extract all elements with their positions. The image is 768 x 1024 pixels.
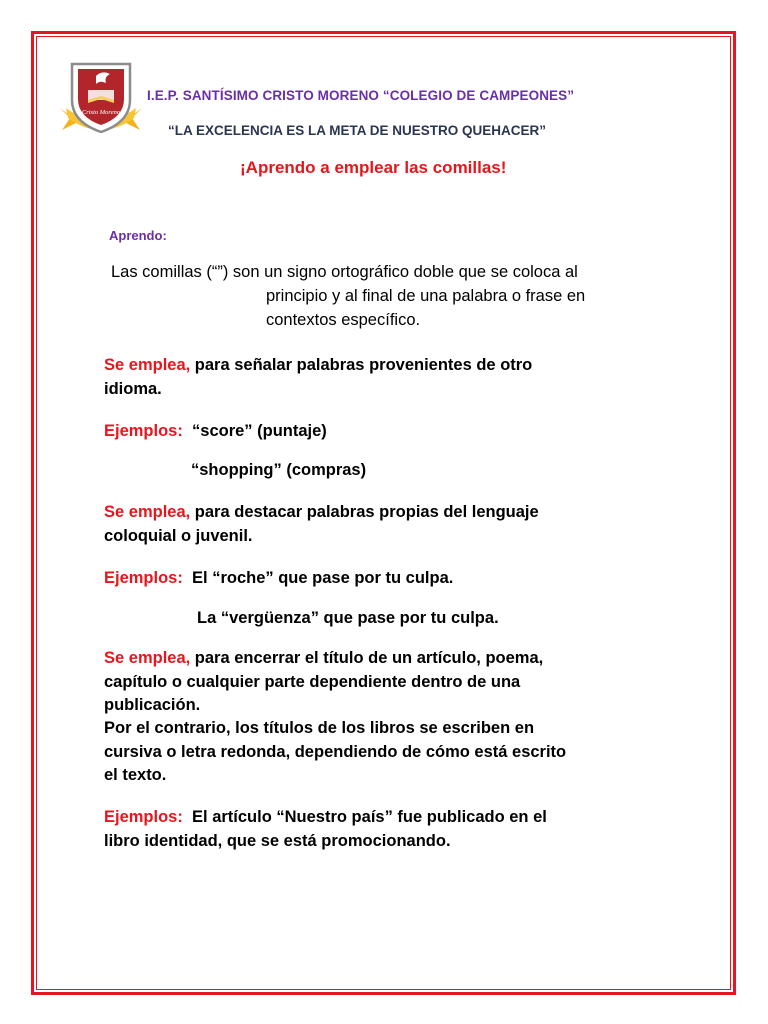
use-2-text-1: para destacar palabras propias del lenguaje bbox=[190, 503, 539, 521]
use-2-example-1: El “roche” que pase por tu culpa. bbox=[192, 569, 454, 587]
use-3-examples-label: Ejemplos: bbox=[104, 808, 183, 826]
use-2-example-2: La “vergüenza” que pase por tu culpa. bbox=[197, 609, 499, 627]
use-1-examples-label: Ejemplos: bbox=[104, 422, 183, 440]
use-3-line-2: capítulo o cualquier parte dependiente dentro de una bbox=[104, 673, 521, 691]
use-3-line-6: el texto. bbox=[104, 766, 167, 784]
school-motto: “LA EXCELENCIA ES LA META DE NUESTRO QUEHACER” bbox=[168, 123, 547, 138]
use-1-line-2: idioma. bbox=[104, 380, 162, 398]
use-3-label: Se emplea, bbox=[104, 649, 191, 667]
use-1-example-1: “score” (puntaje) bbox=[192, 422, 327, 440]
use-3-example-1: El artículo “Nuestro país” fue publicado en el bbox=[192, 808, 547, 826]
use-3-line-4: Por el contrario, los títulos de los libros se escriben en bbox=[104, 719, 535, 737]
use-1-examples bbox=[104, 419, 327, 443]
use-2-line-2: coloquial o juvenil. bbox=[104, 527, 253, 545]
use-3-line-1 bbox=[104, 646, 543, 670]
use-1-text-1: para señalar palabras provenientes de otro bbox=[190, 356, 533, 374]
use-3-line-5: cursiva o letra redonda, dependiendo de cómo está escrito bbox=[104, 743, 567, 761]
use-2-examples bbox=[104, 566, 453, 590]
definition-line-3: contextos específico. bbox=[266, 311, 421, 329]
lesson-title: ¡Aprendo a emplear las comillas! bbox=[240, 158, 507, 177]
use-1-label: Se emplea, bbox=[104, 356, 191, 374]
definition-line-2: principio y al final de una palabra o frase en bbox=[266, 287, 586, 305]
logo-text: Cristo Moreno bbox=[81, 109, 121, 116]
school-crest-logo bbox=[56, 56, 146, 136]
use-3-text-1: para encerrar el título de un artículo, poema, bbox=[190, 649, 544, 667]
use-3-examples bbox=[104, 805, 547, 829]
definition-line-1: Las comillas (“”) son un signo ortográfico doble que se coloca al bbox=[111, 263, 578, 281]
use-1-example-2: “shopping” (compras) bbox=[191, 461, 367, 479]
use-1-line-1 bbox=[104, 353, 532, 377]
use-3-line-3: publicación. bbox=[104, 696, 201, 714]
use-3-example-2: libro identidad, que se está promocionando. bbox=[104, 832, 451, 850]
use-2-line-1 bbox=[104, 500, 539, 524]
use-2-label: Se emplea, bbox=[104, 503, 191, 521]
use-2-examples-label: Ejemplos: bbox=[104, 569, 183, 587]
section-label: Aprendo: bbox=[109, 228, 167, 243]
school-name: I.E.P. SANTÍSIMO CRISTO MORENO “COLEGIO DE CAMPEONES” bbox=[147, 88, 575, 103]
